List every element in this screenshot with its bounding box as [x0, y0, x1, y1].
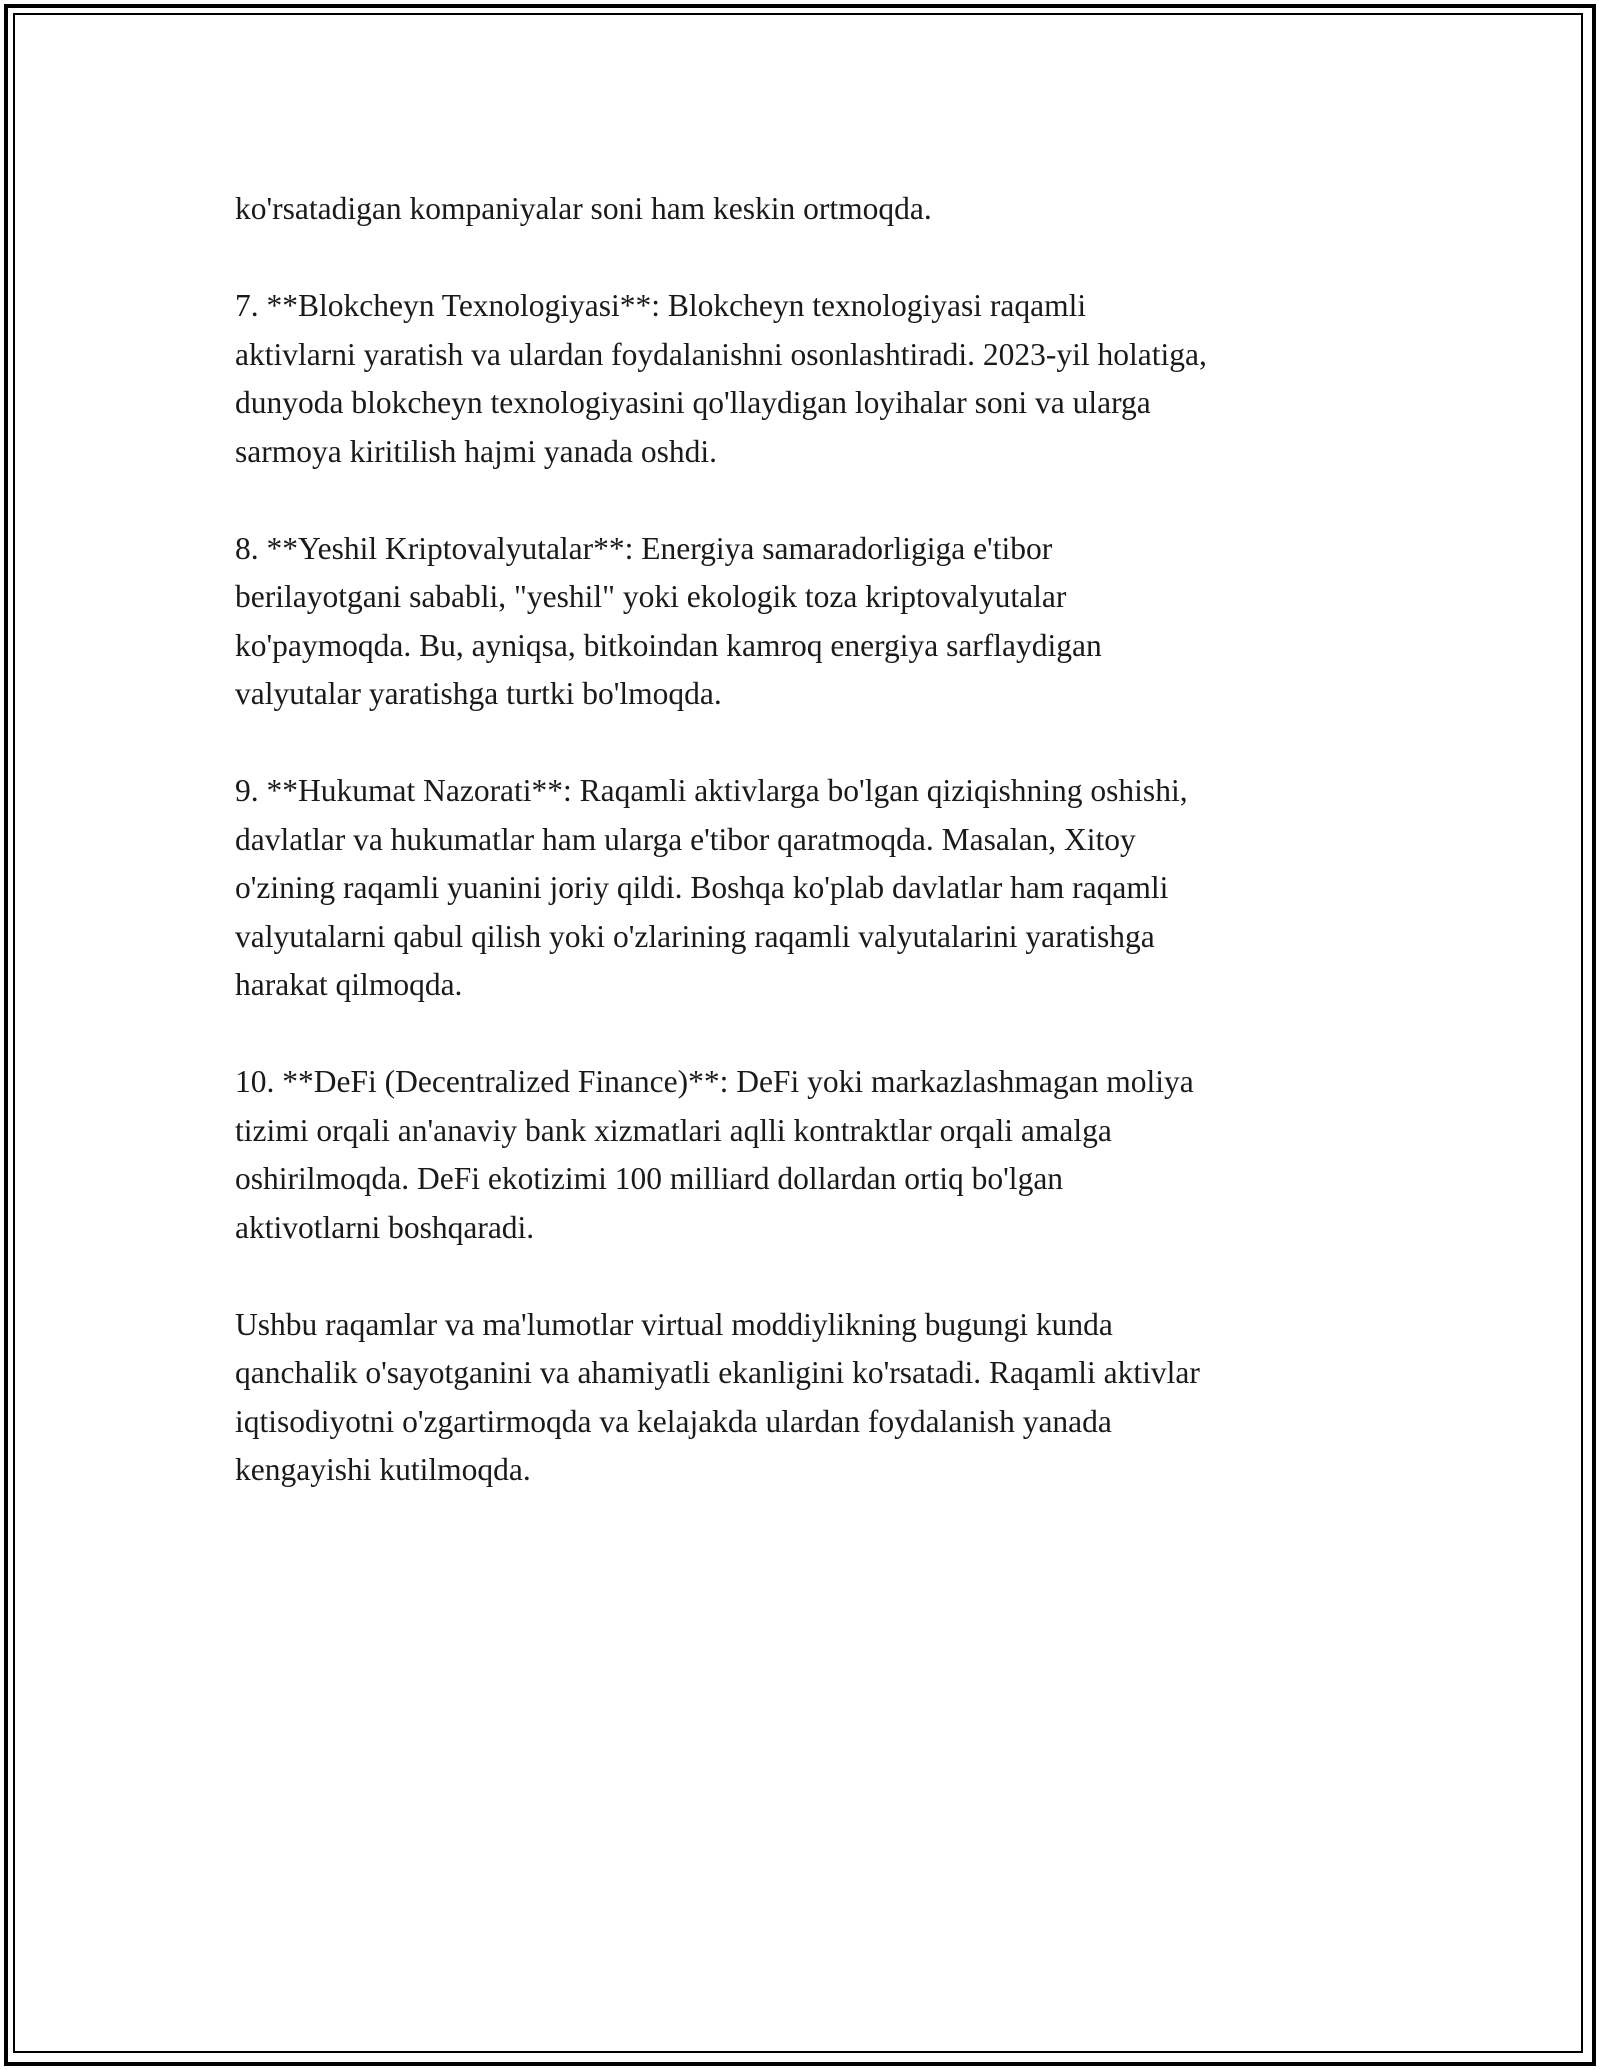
document-body — [235, 185, 1385, 1543]
paragraph-conclusion — [235, 1301, 1385, 1495]
text-line: 7. **Blokcheyn Texnologiyasi**: Blokcheyn texnologiyasi raqamli — [235, 288, 1087, 323]
text-line: iqtisodiyotni o'zgartirmoqda va kelajakda ulardan foydalanish yanada — [235, 1403, 1112, 1439]
text-line: ko'rsatadigan kompaniyalar soni ham keskin ortmoqda. — [235, 191, 932, 226]
text-line: sarmoya kiritilish hajmi yanada oshdi. — [235, 433, 718, 469]
paragraph-continuation — [235, 185, 1385, 234]
paragraph-defi — [235, 1058, 1385, 1252]
text-line: berilayotgani sababli, "yeshil" yoki ekologik toza kriptovalyutalar — [235, 579, 1067, 614]
paragraph-green-crypto — [235, 525, 1385, 719]
text-line: 9. **Hukumat Nazorati**: Raqamli aktivlarga bo'lgan qiziqishning oshishi, — [235, 773, 1188, 808]
text-line: aktivlarni yaratish va ulardan foydalanishni osonlashtiradi. 2023-yil holatiga, — [235, 336, 1207, 372]
paragraph-blockchain — [235, 282, 1385, 476]
text-line: 10. **DeFi (Decentralized Finance)**: DeFi yoki markazlashmagan moliya — [235, 1064, 1194, 1099]
text-line: valyutalar yaratishga turtki bo'lmoqda. — [235, 676, 722, 711]
text-line: 8. **Yeshil Kriptovalyutalar**: Energiya samaradorligiga e'tibor — [235, 530, 1053, 566]
text-line: kengayishi kutilmoqda. — [235, 1452, 531, 1487]
text-line: dunyoda blokcheyn texnologiyasini qo'llaydigan loyihalar soni va ularga — [235, 385, 1151, 420]
paragraph-government-control — [235, 767, 1385, 1010]
text-line: o'zining raqamli yuanini joriy qildi. Boshqa ko'plab davlatlar ham raqamli — [235, 870, 1169, 905]
text-line: tizimi orqali an'anaviy bank xizmatlari aqlli kontraktlar orqali amalga — [235, 1112, 1112, 1148]
text-line: Ushbu raqamlar va ma'lumotlar virtual moddiylikning bugungi kunda — [235, 1306, 1113, 1342]
text-line: aktivotlarni boshqaradi. — [235, 1209, 535, 1245]
text-line: oshirilmoqda. DeFi ekotizimi 100 milliard dollardan ortiq bo'lgan — [235, 1161, 1064, 1196]
text-line: harakat qilmoqda. — [235, 967, 463, 1002]
text-line: qanchalik o'sayotganini va ahamiyatli ekanligini ko'rsatadi. Raqamli aktivlar — [235, 1355, 1200, 1390]
text-line: ko'paymoqda. Bu, ayniqsa, bitkoindan kamroq energiya sarflaydigan — [235, 627, 1102, 663]
text-line: valyutalarni qabul qilish yoki o'zlarining raqamli valyutalarini yaratishga — [235, 918, 1155, 954]
text-line: davlatlar va hukumatlar ham ularga e'tibor qaratmoqda. Masalan, Xitoy — [235, 821, 1136, 857]
